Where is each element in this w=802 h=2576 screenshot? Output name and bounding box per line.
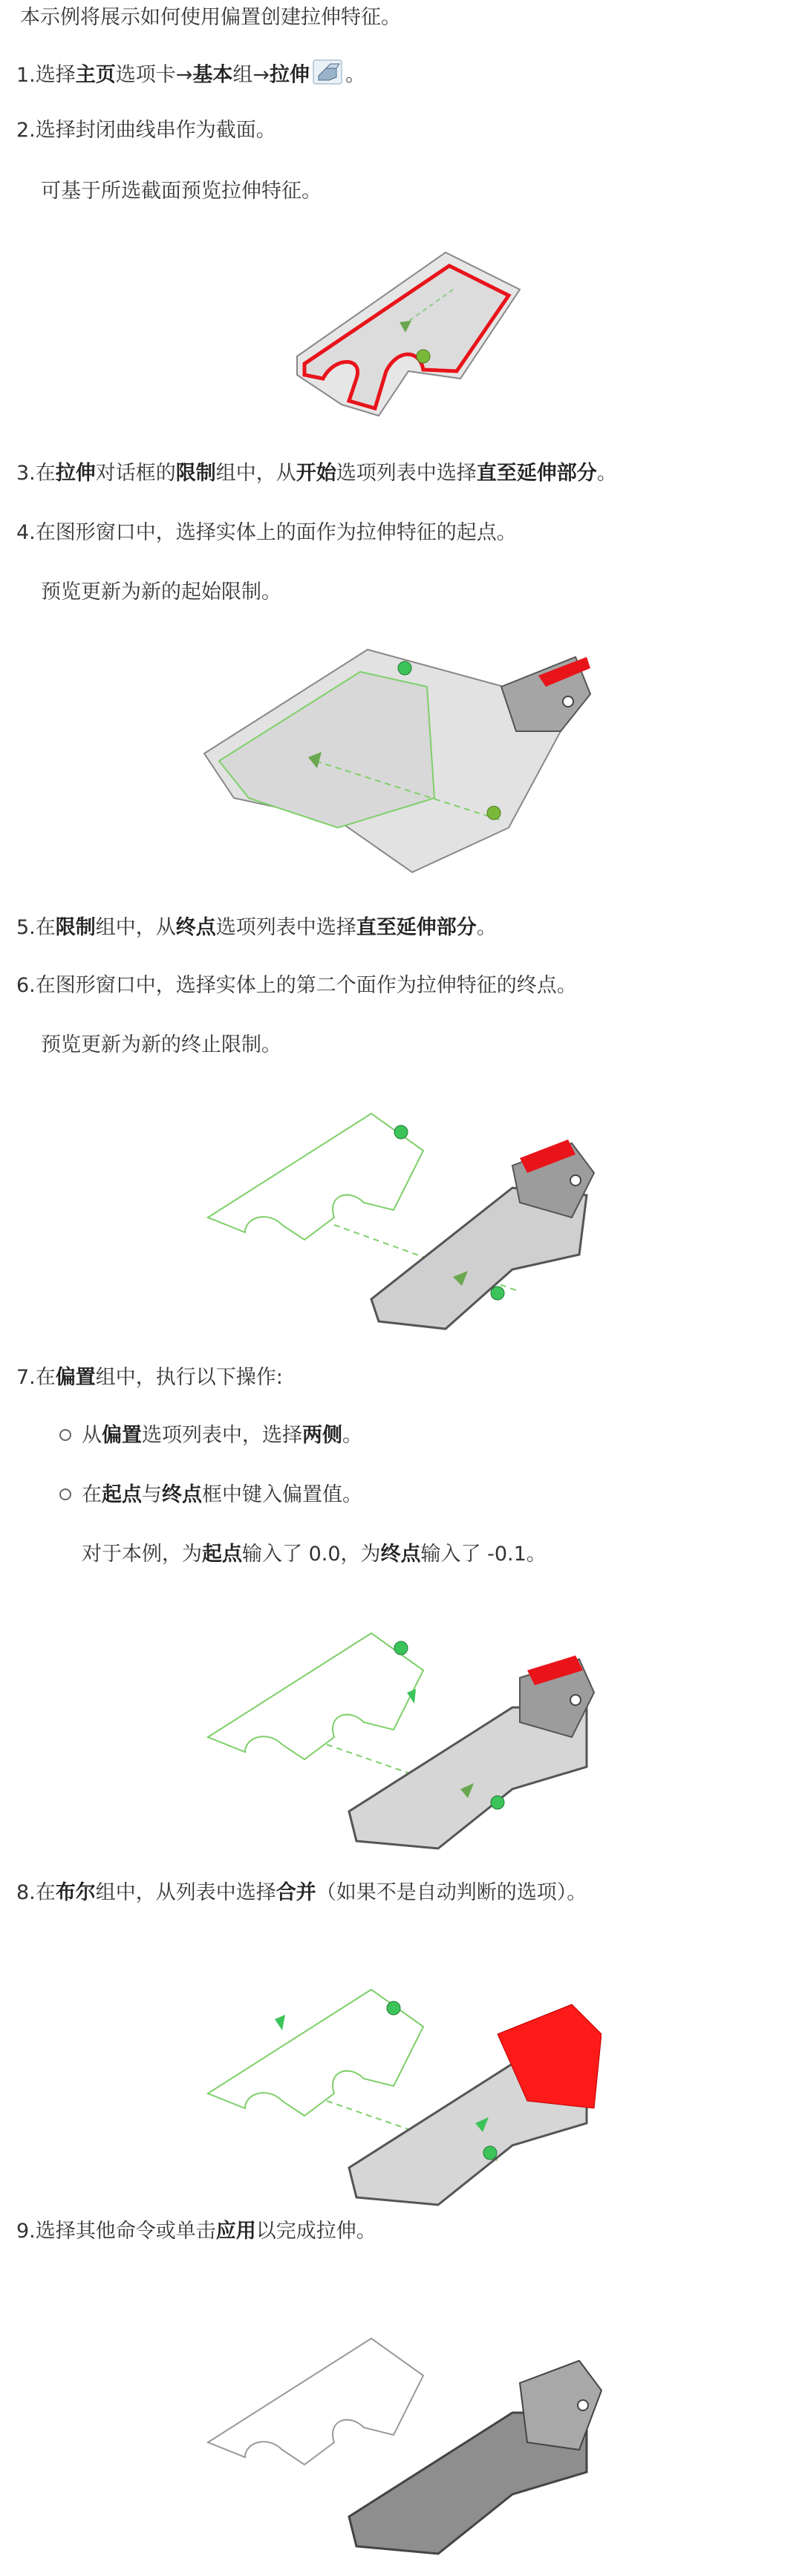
step-line-3 [41, 178, 322, 205]
step-line-12 [59, 1482, 362, 1508]
step-text: 在图形窗口中，选择实体上的第二个面作为拉伸特征的终点。 [35, 974, 577, 997]
step-line-6 [41, 579, 281, 606]
ui-term: 拉伸 [270, 63, 310, 87]
ui-term: 两侧 [302, 1424, 342, 1447]
ui-term: 拉伸 [55, 462, 96, 485]
step-text: 选择封闭曲线串作为截面。 [35, 119, 276, 142]
step-text: 。 [476, 916, 497, 939]
step-text: 框中键入偏置值。 [202, 1483, 362, 1506]
figure-5-boolean-unite [200, 1975, 602, 2227]
step-text: 。 [342, 1424, 362, 1447]
step-text: （如果不是自动判断的选项）。 [316, 1881, 587, 1904]
figure-6-finished-extrude [200, 2324, 616, 2569]
figure-2-start-limit [189, 627, 605, 880]
step-number: 4. [16, 521, 36, 544]
step-text: 输入了 -0.1。 [420, 1543, 547, 1566]
step-text: 选项列表中选择 [336, 462, 477, 485]
ui-term: 直至延伸部分 [356, 916, 477, 939]
step-line-4 [16, 460, 617, 487]
ui-term: 起点 [202, 1543, 242, 1566]
step-text: 以完成拉伸。 [255, 2220, 376, 2243]
figure-3-end-limit [200, 1099, 602, 1344]
step-text: 在图形窗口中，选择实体上的面作为拉伸特征的起点。 [35, 521, 517, 544]
step-line-1 [16, 59, 365, 92]
ui-term: 起点 [102, 1483, 142, 1506]
ui-term: 基本 [192, 63, 233, 87]
step-text: 选项卡→ [115, 63, 193, 87]
step-text: 组→ [232, 63, 270, 87]
step-text: 对话框的 [95, 462, 176, 485]
ui-term: 限制 [55, 916, 96, 939]
ui-term: 应用 [215, 2220, 256, 2243]
step-text: 选择其他命令或单击 [35, 2220, 216, 2243]
ui-term: 主页 [75, 63, 116, 87]
step-number: 6. [16, 974, 36, 997]
step-line-10 [16, 1364, 283, 1391]
intro-text: 本示例将展示如何使用偏置创建拉伸特征。 [20, 6, 401, 29]
ui-term: 终点 [175, 916, 216, 939]
step-number: 7. [16, 1366, 36, 1389]
ui-term: 偏置 [102, 1424, 142, 1447]
ui-term: 偏置 [55, 1366, 96, 1389]
step-text: 选项列表中选择 [215, 916, 356, 939]
step-number: 3. [16, 462, 36, 485]
step-text: 可基于所选截面预览拉伸特征。 [41, 180, 322, 203]
step-line-9 [41, 1032, 281, 1059]
figure-1-section-selection [275, 245, 527, 438]
step-line-14 [16, 1880, 587, 1906]
step-text: 在 [82, 1483, 102, 1506]
ui-term: 终点 [162, 1483, 202, 1506]
bullet-icon [59, 1488, 71, 1500]
step-text: 在 [35, 1366, 56, 1389]
step-number: 8. [16, 1881, 36, 1904]
step-number: 9. [16, 2220, 36, 2243]
ui-term: 直至延伸部分 [476, 462, 597, 485]
step-text: 组中，从 [95, 916, 176, 939]
step-text: 对于本例，为 [82, 1543, 202, 1566]
bullet-icon [59, 1429, 71, 1441]
step-text: 。 [596, 462, 617, 485]
step-line-7 [16, 915, 497, 941]
ui-term: 开始 [296, 462, 336, 485]
step-line-2 [16, 117, 276, 144]
step-line-13 [82, 1541, 547, 1568]
step-line-8 [16, 972, 577, 999]
step-text: 在 [35, 462, 56, 485]
extrude-icon [313, 59, 342, 92]
step-number: 2. [16, 119, 36, 142]
ui-term: 终点 [380, 1543, 421, 1566]
step-text: 选项列表中，选择 [142, 1424, 302, 1447]
step-text: 组中，从列表中选择 [95, 1881, 276, 1904]
step-text: 组中，执行以下操作: [95, 1366, 283, 1389]
step-text: 在 [35, 1881, 56, 1904]
step-text: 在 [35, 916, 56, 939]
step-text: 与 [142, 1483, 162, 1506]
step-text: 输入了 0.0，为 [242, 1543, 381, 1566]
step-text: 。 [345, 63, 366, 87]
ui-term: 合并 [276, 1881, 316, 1904]
ui-term: 限制 [175, 462, 216, 485]
step-text: 从 [82, 1424, 102, 1447]
step-text: 预览更新为新的终止限制。 [41, 1033, 281, 1056]
step-line-5 [16, 520, 517, 546]
figure-4-offset-values [200, 1618, 602, 1871]
step-number: 1. [16, 63, 36, 87]
step-text: 组中，从 [215, 462, 296, 485]
step-line-11 [59, 1422, 362, 1449]
ui-term: 布尔 [55, 1881, 96, 1904]
step-number: 5. [16, 916, 36, 939]
step-text: 预览更新为新的起始限制。 [41, 581, 281, 604]
step-text: 选择 [35, 63, 76, 87]
